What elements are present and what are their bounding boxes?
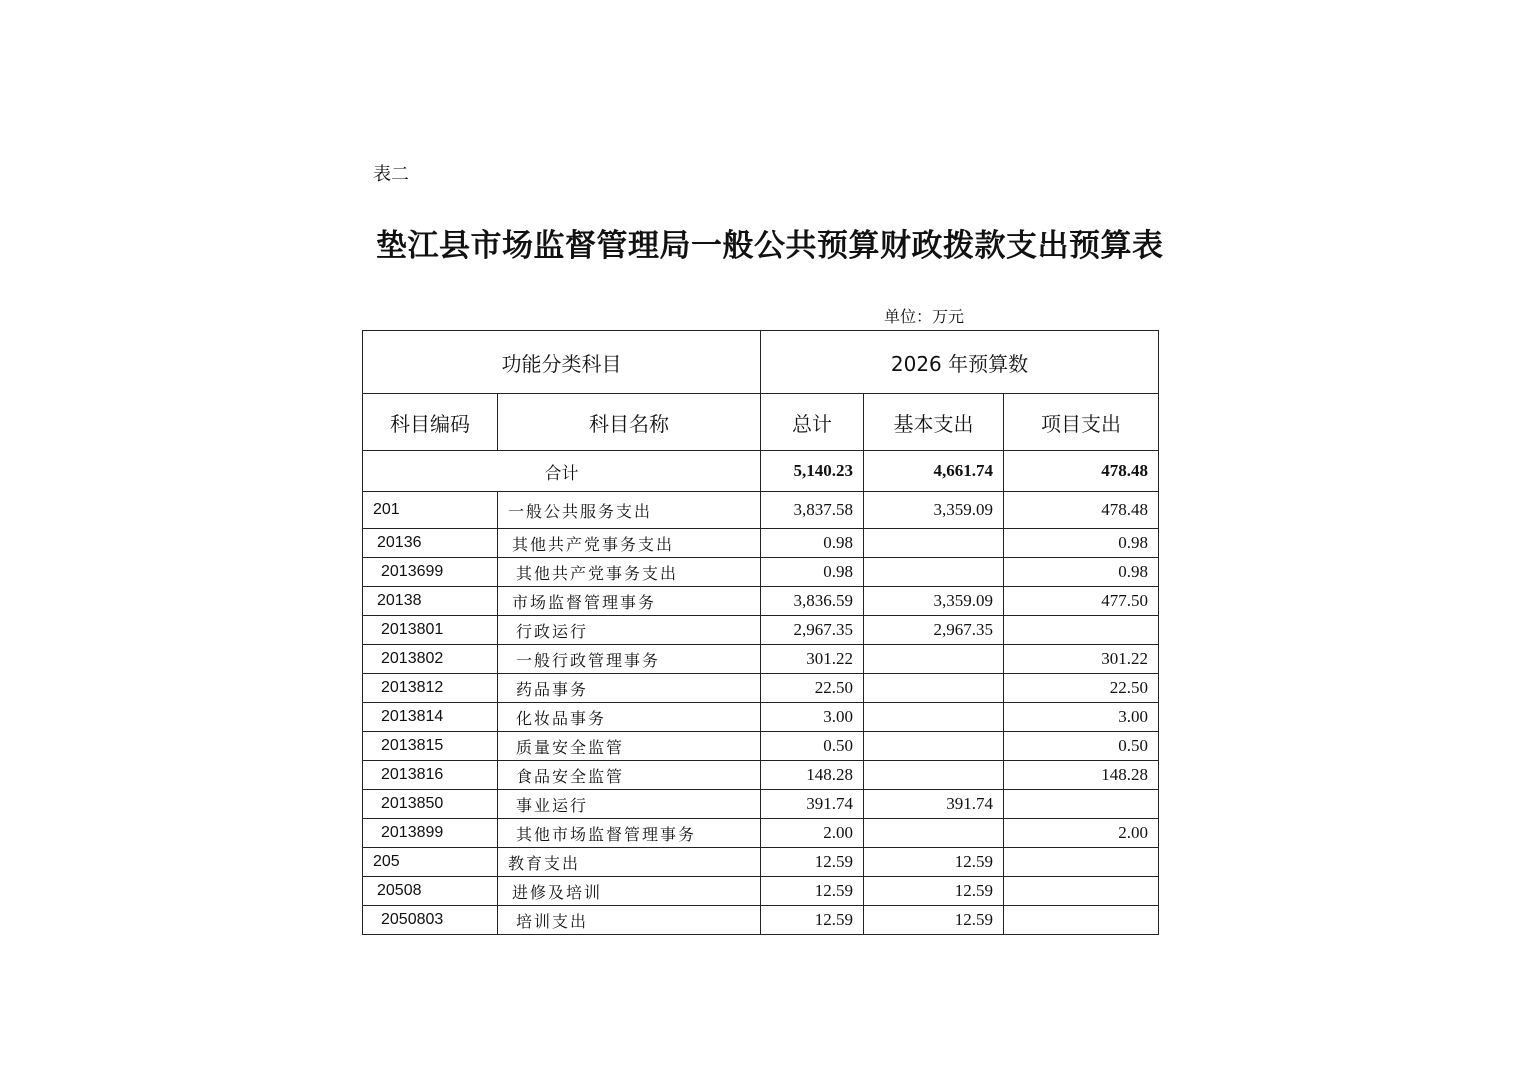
basic-cell: 12.59 — [864, 906, 1004, 935]
basic-cell: 2,967.35 — [864, 616, 1004, 645]
table-row — [363, 674, 1159, 703]
project-cell — [1004, 906, 1159, 935]
basic-column-header: 基本支出 — [864, 394, 1004, 451]
table-row — [363, 848, 1159, 877]
table-row — [363, 819, 1159, 848]
code-cell: 2013816 — [363, 761, 498, 790]
code-cell: 2013850 — [363, 790, 498, 819]
project-cell: 477.50 — [1004, 587, 1159, 616]
basic-cell — [864, 819, 1004, 848]
basic-cell — [864, 674, 1004, 703]
total-cell: 3.00 — [761, 703, 864, 732]
project-cell — [1004, 616, 1159, 645]
name-cell: 食品安全监管 — [498, 761, 761, 790]
total-cell: 0.98 — [761, 558, 864, 587]
code-cell: 2050803 — [363, 906, 498, 935]
name-cell: 药品事务 — [498, 674, 761, 703]
code-cell: 2013812 — [363, 674, 498, 703]
project-cell — [1004, 790, 1159, 819]
name-cell: 市场监督管理事务 — [498, 587, 761, 616]
name-cell: 培训支出 — [498, 906, 761, 935]
code-cell: 201 — [363, 492, 498, 529]
budget-table — [362, 330, 1159, 935]
name-cell: 其他共产党事务支出 — [498, 529, 761, 558]
code-cell: 20136 — [363, 529, 498, 558]
basic-cell: 12.59 — [864, 877, 1004, 906]
total-cell: 12.59 — [761, 877, 864, 906]
code-cell: 2013815 — [363, 732, 498, 761]
basic-cell — [864, 761, 1004, 790]
basic-cell — [864, 703, 1004, 732]
code-cell: 20138 — [363, 587, 498, 616]
header-row-columns — [363, 394, 1159, 451]
name-cell: 一般行政管理事务 — [498, 645, 761, 674]
basic-cell: 3,359.09 — [864, 587, 1004, 616]
total-cell: 12.59 — [761, 848, 864, 877]
project-cell: 2.00 — [1004, 819, 1159, 848]
summary-basic: 4,661.74 — [864, 451, 1004, 492]
code-cell: 2013814 — [363, 703, 498, 732]
table-row — [363, 703, 1159, 732]
basic-cell — [864, 732, 1004, 761]
project-cell: 0.98 — [1004, 558, 1159, 587]
basic-cell: 391.74 — [864, 790, 1004, 819]
table-row — [363, 732, 1159, 761]
summary-total: 5,140.23 — [761, 451, 864, 492]
name-cell: 一般公共服务支出 — [498, 492, 761, 529]
project-cell: 3.00 — [1004, 703, 1159, 732]
table-row — [363, 761, 1159, 790]
document-title: 垫江县市场监督管理局一般公共预算财政拨款支出预算表 — [376, 228, 1164, 264]
total-cell: 2,967.35 — [761, 616, 864, 645]
project-cell: 478.48 — [1004, 492, 1159, 529]
table-row — [363, 558, 1159, 587]
name-cell: 事业运行 — [498, 790, 761, 819]
total-cell: 3,837.58 — [761, 492, 864, 529]
table-row — [363, 906, 1159, 935]
total-cell: 22.50 — [761, 674, 864, 703]
header-row-groups — [363, 331, 1159, 394]
total-cell: 2.00 — [761, 819, 864, 848]
basic-cell — [864, 529, 1004, 558]
basic-cell: 3,359.09 — [864, 492, 1004, 529]
unit-note: 单位：万元 — [884, 307, 965, 326]
total-cell: 12.59 — [761, 906, 864, 935]
project-cell: 0.50 — [1004, 732, 1159, 761]
name-cell: 其他共产党事务支出 — [498, 558, 761, 587]
name-cell: 化妆品事务 — [498, 703, 761, 732]
total-cell: 0.98 — [761, 529, 864, 558]
project-column-header: 项目支出 — [1004, 394, 1159, 451]
name-cell: 教育支出 — [498, 848, 761, 877]
code-cell: 2013802 — [363, 645, 498, 674]
table-row — [363, 492, 1159, 529]
total-cell: 0.50 — [761, 732, 864, 761]
project-cell: 0.98 — [1004, 529, 1159, 558]
total-cell: 148.28 — [761, 761, 864, 790]
total-cell: 301.22 — [761, 645, 864, 674]
summary-row — [363, 451, 1159, 492]
code-cell: 2013899 — [363, 819, 498, 848]
name-cell: 进修及培训 — [498, 877, 761, 906]
name-column-header: 科目名称 — [498, 394, 761, 451]
total-cell: 391.74 — [761, 790, 864, 819]
project-cell — [1004, 877, 1159, 906]
table-row — [363, 587, 1159, 616]
basic-cell — [864, 645, 1004, 674]
table-row — [363, 790, 1159, 819]
project-cell: 22.50 — [1004, 674, 1159, 703]
table-row — [363, 877, 1159, 906]
table-label: 表二 — [373, 164, 409, 185]
project-cell — [1004, 848, 1159, 877]
code-cell: 20508 — [363, 877, 498, 906]
table-row — [363, 616, 1159, 645]
code-column-header: 科目编码 — [363, 394, 498, 451]
name-cell: 行政运行 — [498, 616, 761, 645]
code-cell: 205 — [363, 848, 498, 877]
total-cell: 3,836.59 — [761, 587, 864, 616]
project-cell: 301.22 — [1004, 645, 1159, 674]
summary-project: 478.48 — [1004, 451, 1159, 492]
name-cell: 其他市场监督管理事务 — [498, 819, 761, 848]
project-cell: 148.28 — [1004, 761, 1159, 790]
total-column-header: 总计 — [761, 394, 864, 451]
basic-cell: 12.59 — [864, 848, 1004, 877]
basic-cell — [864, 558, 1004, 587]
code-cell: 2013801 — [363, 616, 498, 645]
table-row — [363, 529, 1159, 558]
budget-group-header: 2026 年预算数 — [761, 331, 1159, 394]
code-cell: 2013699 — [363, 558, 498, 587]
summary-label: 合计 — [363, 451, 761, 492]
table-row — [363, 645, 1159, 674]
category-group-header: 功能分类科目 — [363, 331, 761, 394]
name-cell: 质量安全监管 — [498, 732, 761, 761]
